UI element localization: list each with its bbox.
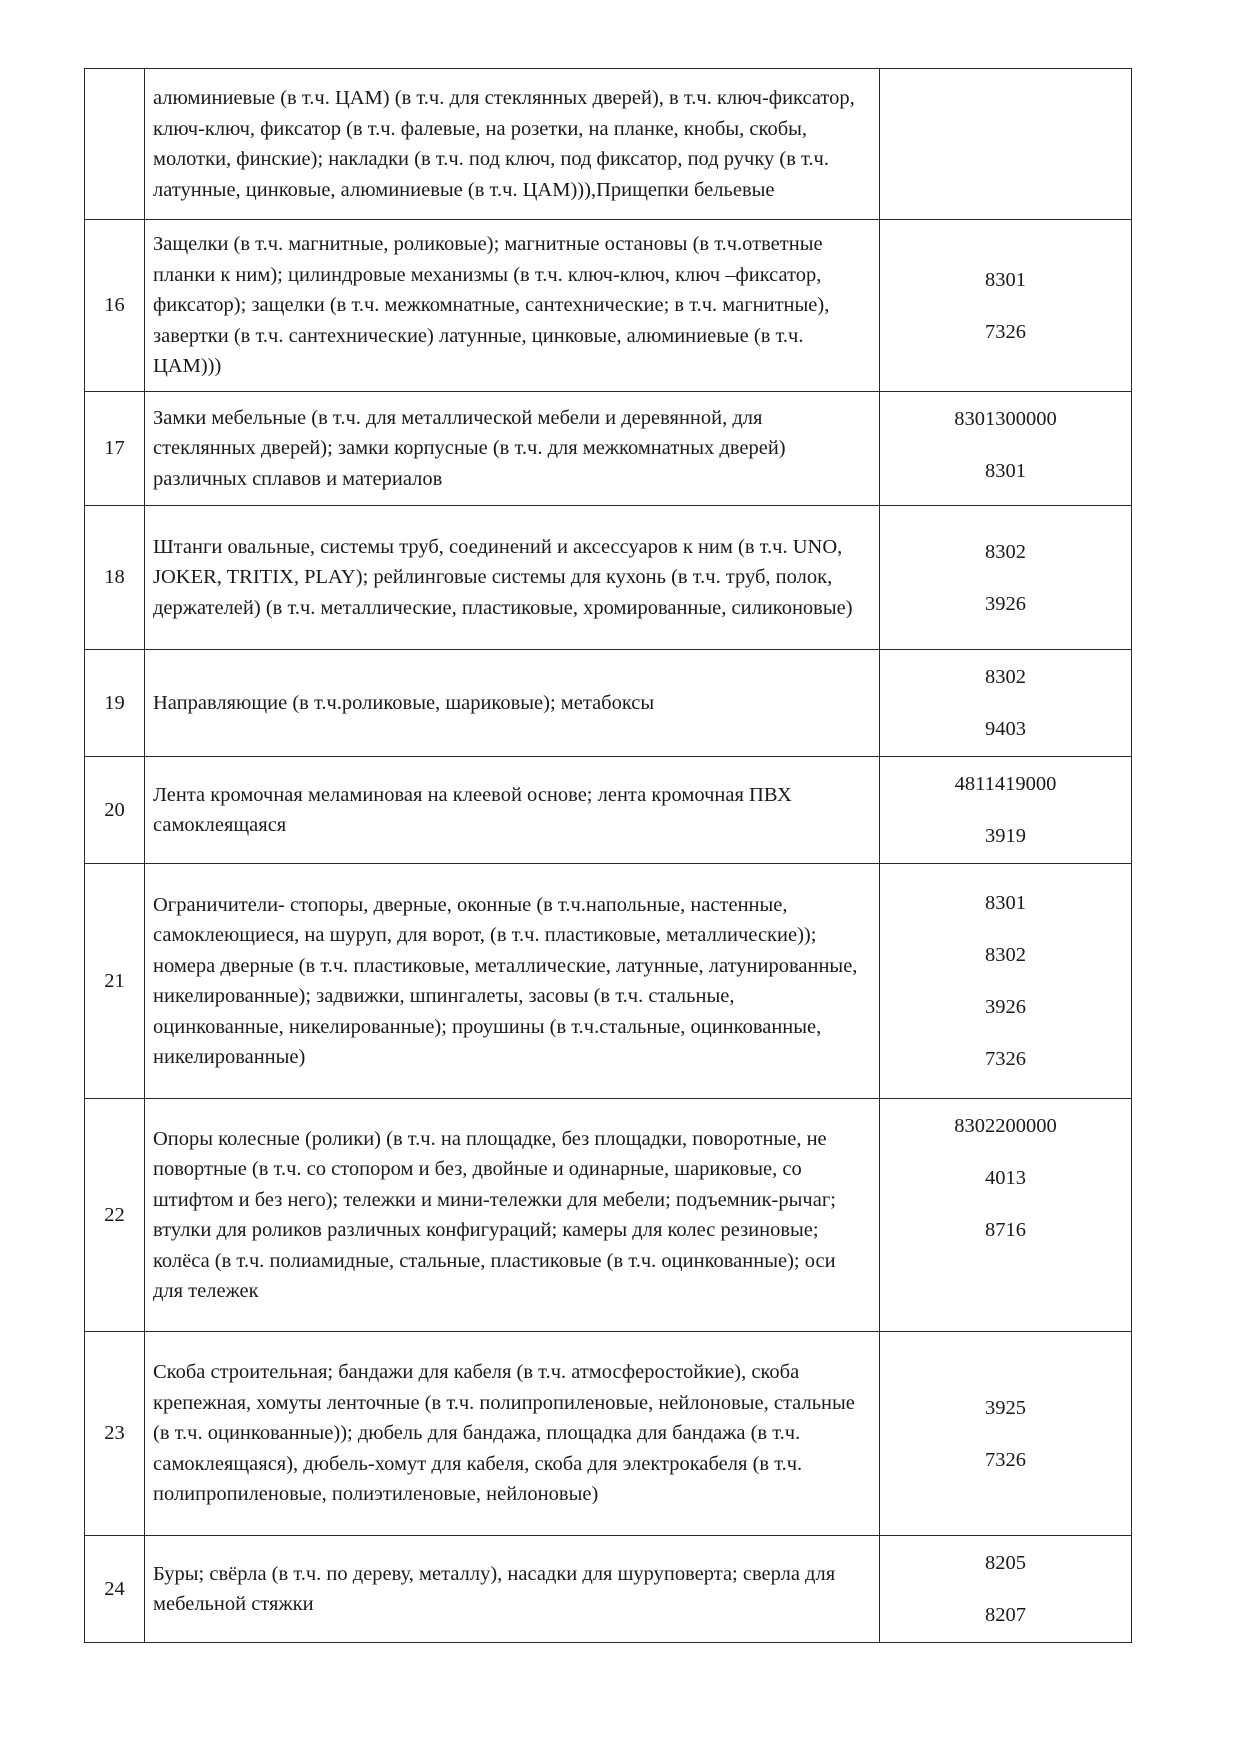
table-row	[85, 864, 1132, 1099]
row-number: 21	[85, 864, 145, 1099]
tn-ved-code: 7326	[985, 1448, 1026, 1471]
row-description: Штанги овальные, системы труб, соединений и аксессуаров к ним (в т.ч. UNO, JOKER, TRITIX, PLAY); рейлинговые системы для кухонь (в т.ч. труб, полок, держателей) (в т.ч. металлические, пластиковые, хромированные, силиконовые)	[153, 535, 853, 619]
tn-ved-code: 3919	[985, 825, 1026, 847]
row-description: Лента кромочная меламиновая на клеевой основе; лента кромочная ПВХ самоклеящаяся	[153, 783, 792, 836]
row-codes	[880, 392, 1132, 506]
row-description-cell	[145, 1099, 880, 1332]
row-number: 17	[85, 392, 145, 506]
row-codes	[880, 757, 1132, 864]
tn-ved-code: 9403	[985, 718, 1026, 740]
row-description-cell	[145, 392, 880, 506]
tn-ved-code: 3926	[985, 592, 1026, 615]
goods-table	[84, 68, 1132, 1643]
goods-table-body	[85, 69, 1132, 1643]
row-number: 18	[85, 506, 145, 650]
row-description: Защелки (в т.ч. магнитные, роликовые); магнитные остановы (в т.ч.ответные планки к ним); цилиндровые механизмы (в т.ч. ключ-ключ, ключ –фиксатор, фиксатор); защелки (в т.ч. межкомнатные, сантехнические; в т.ч. магнитные), завертки (в т.ч. сантехнические) латунные, цинковые, алюминиевые (в т.ч. ЦАМ)))	[153, 233, 830, 378]
row-description-cell	[145, 864, 880, 1099]
row-description-cell	[145, 220, 880, 392]
table-row	[85, 757, 1132, 864]
row-codes	[880, 650, 1132, 757]
table-row	[85, 392, 1132, 506]
row-description-cell	[145, 650, 880, 757]
row-description: Направляющие (в т.ч.роликовые, шариковые); метабоксы	[153, 691, 655, 714]
tn-ved-code: 8302	[985, 944, 1026, 966]
tn-ved-code: 3925	[985, 1396, 1026, 1419]
tn-ved-code: 8302	[985, 666, 1026, 688]
row-description-cell	[145, 1332, 880, 1536]
row-codes	[880, 1536, 1132, 1643]
table-row	[85, 1332, 1132, 1536]
table-row	[85, 1536, 1132, 1643]
row-number: 20	[85, 757, 145, 864]
row-description: алюминиевые (в т.ч. ЦАМ) (в т.ч. для стеклянных дверей), в т.ч. ключ-фиксатор, ключ-ключ, фиксатор (в т.ч. фалевые, на розетки, на планке, кнобы, скобы, молотки, финские); накладки (в т.ч. под ключ, под фиксатор, под ручку (в т.ч. латунные, цинковые, алюминиевые (в т.ч. ЦАМ))),Прищепки бельевые	[153, 87, 855, 201]
tn-ved-code: 8301300000	[954, 408, 1057, 430]
row-codes	[880, 220, 1132, 392]
row-description-cell	[145, 757, 880, 864]
row-codes	[880, 1332, 1132, 1536]
row-description: Замки мебельные (в т.ч. для металлической мебели и деревянной, для стеклянных дверей); замки корпусные (в т.ч. для межкомнатных дверей) различных сплавов и материалов	[153, 406, 786, 490]
tn-ved-code: 7326	[985, 320, 1026, 343]
table-row	[85, 650, 1132, 757]
tn-ved-code: 8207	[985, 1604, 1026, 1626]
row-description-cell	[145, 506, 880, 650]
row-codes	[880, 1099, 1132, 1332]
tn-ved-code: 8205	[985, 1552, 1026, 1574]
row-description: Буры; свёрла (в т.ч. по дереву, металлу), насадки для шуруповерта; сверла для мебельной стяжки	[153, 1562, 836, 1615]
tn-ved-code: 3926	[985, 996, 1026, 1018]
table-row	[85, 220, 1132, 392]
table-row	[85, 506, 1132, 650]
table-row	[85, 69, 1132, 220]
row-description: Опоры колесные (ролики) (в т.ч. на площадке, без площадки, поворотные, не повортные (в т.ч. со стопором и без, двойные и одинарные, шариковые, со штифтом и без него); тележки и мини-тележки для мебели; подъемник-рычаг; втулки для роликов различных конфигураций; камеры для колес резиновые; колёса (в т.ч. полиамидные, стальные, пластиковые (в т.ч. оцинкованные); оси для тележек	[153, 1127, 836, 1302]
row-description-cell	[145, 1536, 880, 1643]
tn-ved-code: 8301	[985, 892, 1026, 914]
tn-ved-code: 4013	[985, 1167, 1026, 1189]
row-codes	[880, 864, 1132, 1099]
row-number: 16	[85, 220, 145, 392]
tn-ved-code: 8301	[985, 268, 1026, 291]
row-description-cell	[145, 69, 880, 220]
row-description: Скоба строительная; бандажи для кабеля (в т.ч. атмосферостойкие), скоба крепежная, хомуты ленточные (в т.ч. полипропиленовые, нейлоновые, стальные (в т.ч. оцинкованные)); дюбель для бандажа, площадка для бандажа (в т.ч. самоклеящаяся), дюбель-хомут для кабеля, скоба для электрокабеля (в т.ч. полипропиленовые, полиэтиленовые, нейлоновые)	[153, 1361, 855, 1506]
tn-ved-code: 8301	[985, 460, 1026, 482]
row-number: 22	[85, 1099, 145, 1332]
table-row	[85, 1099, 1132, 1332]
row-codes	[880, 506, 1132, 650]
row-number: 19	[85, 650, 145, 757]
row-number	[85, 69, 145, 220]
tn-ved-code: 8302	[985, 540, 1026, 563]
tn-ved-code: 8716	[985, 1219, 1026, 1241]
tn-ved-code: 8302200000	[954, 1115, 1057, 1137]
tn-ved-code: 4811419000	[954, 773, 1057, 795]
row-codes	[880, 69, 1132, 220]
tn-ved-code: 7326	[985, 1048, 1026, 1070]
row-number: 23	[85, 1332, 145, 1536]
row-number: 24	[85, 1536, 145, 1643]
row-description: Ограничители- стопоры, дверные, оконные (в т.ч.напольные, настенные, самоклеющиеся, на шуруп, для ворот, (в т.ч. пластиковые, металлические)); номера дверные (в т.ч. пластиковые, металлические, латунные, латунированные, никелированные); задвижки, шпингалеты, засовы (в т.ч. стальные, оцинкованные, никелированные); проушины (в т.ч.стальные, оцинкованные, никелированные)	[153, 893, 858, 1068]
